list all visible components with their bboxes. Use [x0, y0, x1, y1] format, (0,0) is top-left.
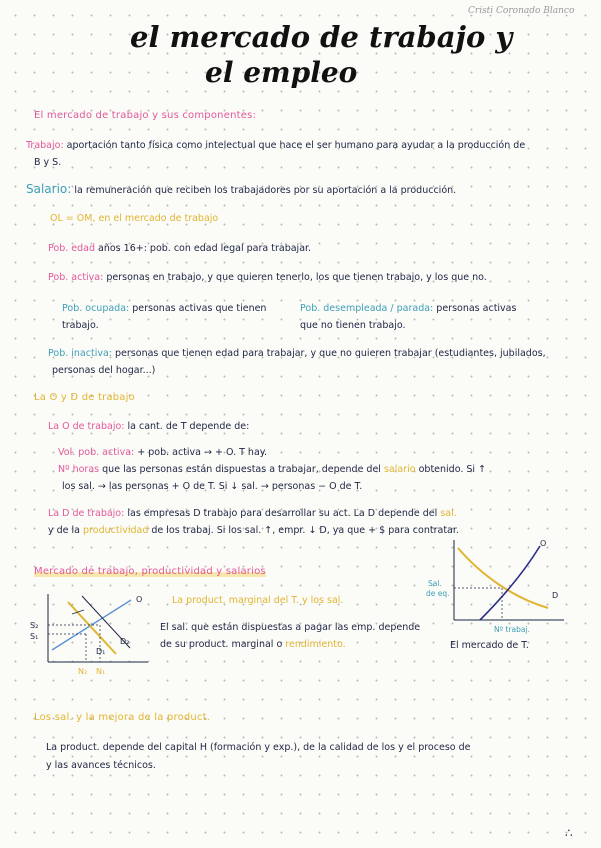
- prod-marginal-title: La product. marginal del T. y los sal.: [172, 595, 344, 606]
- section-title-mejora: Los sal. y la mejora de la product.: [34, 712, 211, 723]
- graph-right-label-o: O: [540, 539, 547, 548]
- pob-desempleada-item: [300, 303, 516, 314]
- demanda-prod: productividad: [83, 525, 149, 536]
- section-title-components: El mercado de trabajo y sus componentes:: [34, 110, 257, 121]
- mejora-line1: [46, 742, 470, 753]
- pob-inactiva-text: personas que tienen edad para trabajar, y que no quieren trabajar (estudiantes, jubilados,: [115, 348, 546, 359]
- vol-label: Vol. pob. activa:: [58, 447, 135, 458]
- horas-continuation: los sal. → las personas + O de T. Si ↓ sal. → personas − O de T.: [62, 481, 363, 492]
- vol-text: + pob. activa → + O. T hay.: [137, 447, 268, 458]
- graph-left-label-n1: N₁: [96, 667, 106, 676]
- footer-mark: ∴: [565, 826, 573, 840]
- salario-text: la remuneración que reciben los trabajadores por su aportación a la producción.: [74, 185, 457, 196]
- trabajo-definition: [26, 140, 525, 151]
- section-title-oferta-demanda: La O y D de trabajo: [34, 392, 135, 403]
- pob-edad-item: [48, 243, 311, 254]
- trabajo-label: Trabajo:: [26, 140, 64, 151]
- demanda-cont-a: y de la: [48, 525, 80, 536]
- prod-text-b: de su product. marginal o: [160, 639, 283, 650]
- pob-ocupada-text: personas activas que tienen: [132, 303, 267, 314]
- graph-left-label-o: O: [136, 595, 143, 604]
- demanda-sal: sal.: [440, 508, 457, 519]
- graph-right-label-eq: de eq.: [426, 589, 450, 598]
- graph-left-label-s1: S₁: [30, 632, 39, 641]
- graph-left-label-d2: D₂: [120, 637, 130, 646]
- pob-ocupada-label: Pob. ocupada:: [62, 303, 130, 314]
- pob-inactiva-continuation: personas del hogar...): [52, 365, 156, 376]
- demanda-item: [48, 508, 457, 519]
- section-title-productividad: Mercado de trabajo, productividad y salarios: [34, 566, 266, 577]
- salario-label: Salario:: [26, 182, 72, 196]
- demanda-continuation: [48, 525, 459, 536]
- pob-desempleada-text: personas activas: [436, 303, 517, 314]
- mejora-text-b: y el proceso de: [398, 742, 471, 753]
- oferta-item: [48, 421, 249, 432]
- prod-text-line1: El sal. que están dispuestas a pagar las emp. depende: [160, 622, 421, 633]
- oferta-text: la cant. de T depende de:: [127, 421, 250, 432]
- mejora-text-a: La product. depende del capital H (formación y exp.), de la calidad de los: [46, 742, 396, 753]
- horas-label: Nº horas: [58, 464, 100, 475]
- graph-productivity: [26, 588, 154, 680]
- demanda-text-a: las empresas D trabajo para desarrollar su act. La D depende del: [127, 508, 438, 519]
- mejora-line2: y las avances técnicos.: [46, 760, 156, 771]
- demanda-cont-b: de los trabaj. Si los sal. ↑, empr. ↓ D, ya que + $ para contratar.: [151, 525, 459, 536]
- pob-ocupada-item: [62, 303, 266, 314]
- pob-activa-text: personas en trabajo, y que quieren tenerlo, los que tienen trabajo, y los que no.: [106, 272, 487, 283]
- pob-edad-label: Pob. edad: [48, 243, 95, 254]
- horas-salario: salario: [383, 464, 416, 475]
- pob-edad-text: años 16+: pob. con edad legal para trabajar.: [98, 243, 312, 254]
- graph-labour-market: [424, 536, 570, 636]
- graph-right-label-sal: Sal.: [428, 579, 442, 588]
- horas-text-a: que las personas están dispuestas a trabajar, depende del: [102, 464, 381, 475]
- page-title: el mercado de trabajo y: [130, 20, 513, 54]
- oferta-label: La O de trabajo:: [48, 421, 125, 432]
- prod-text-line2: [160, 639, 346, 650]
- graph-right-demand-curve: [458, 548, 548, 608]
- horas-item: [58, 464, 486, 475]
- graph-right-caption: El mercado de T.: [450, 640, 529, 651]
- trabajo-continuation: B y S.: [34, 157, 62, 168]
- pob-activa-label: Pob. activa:: [48, 272, 104, 283]
- pob-activa-item: [48, 272, 487, 283]
- horas-text-b: obtenido. Si ↑: [418, 464, 487, 475]
- author-signature: Cristi Coronado Blanco: [468, 6, 575, 16]
- pob-desempleada-continuation: que no tienen trabajo.: [300, 320, 406, 331]
- of-title: OL = OM, en el mercado de trabajo: [50, 213, 219, 224]
- graph-left-demand-1: [68, 602, 116, 654]
- salario-definition: [26, 182, 456, 196]
- demanda-label: La D de trabajo:: [48, 508, 125, 519]
- pob-desempleada-label: Pob. desempleada / parada:: [300, 303, 434, 314]
- graph-left-label-s2: S₂: [30, 621, 39, 630]
- page-subtitle: el empleo: [205, 56, 358, 89]
- graph-left-label-n2: N₂: [78, 667, 88, 676]
- pob-inactiva-label: Pob. inactiva:: [48, 348, 112, 359]
- graph-left-label-d1: D₁: [96, 647, 106, 656]
- graph-right-supply-curve: [480, 546, 540, 620]
- prod-rendimiento: rendimiento.: [285, 639, 346, 650]
- trabajo-text: aportación tanto física como intelectual que hace el ser humano para ayudar a la producción de: [66, 140, 526, 151]
- pob-ocupada-continuation: trabajo.: [62, 320, 99, 331]
- pob-inactiva-item: [48, 348, 546, 359]
- graph-right-label-n: Nº trabaj.: [494, 625, 530, 634]
- vol-item: [58, 447, 267, 458]
- graph-right-label-d: D: [552, 591, 559, 600]
